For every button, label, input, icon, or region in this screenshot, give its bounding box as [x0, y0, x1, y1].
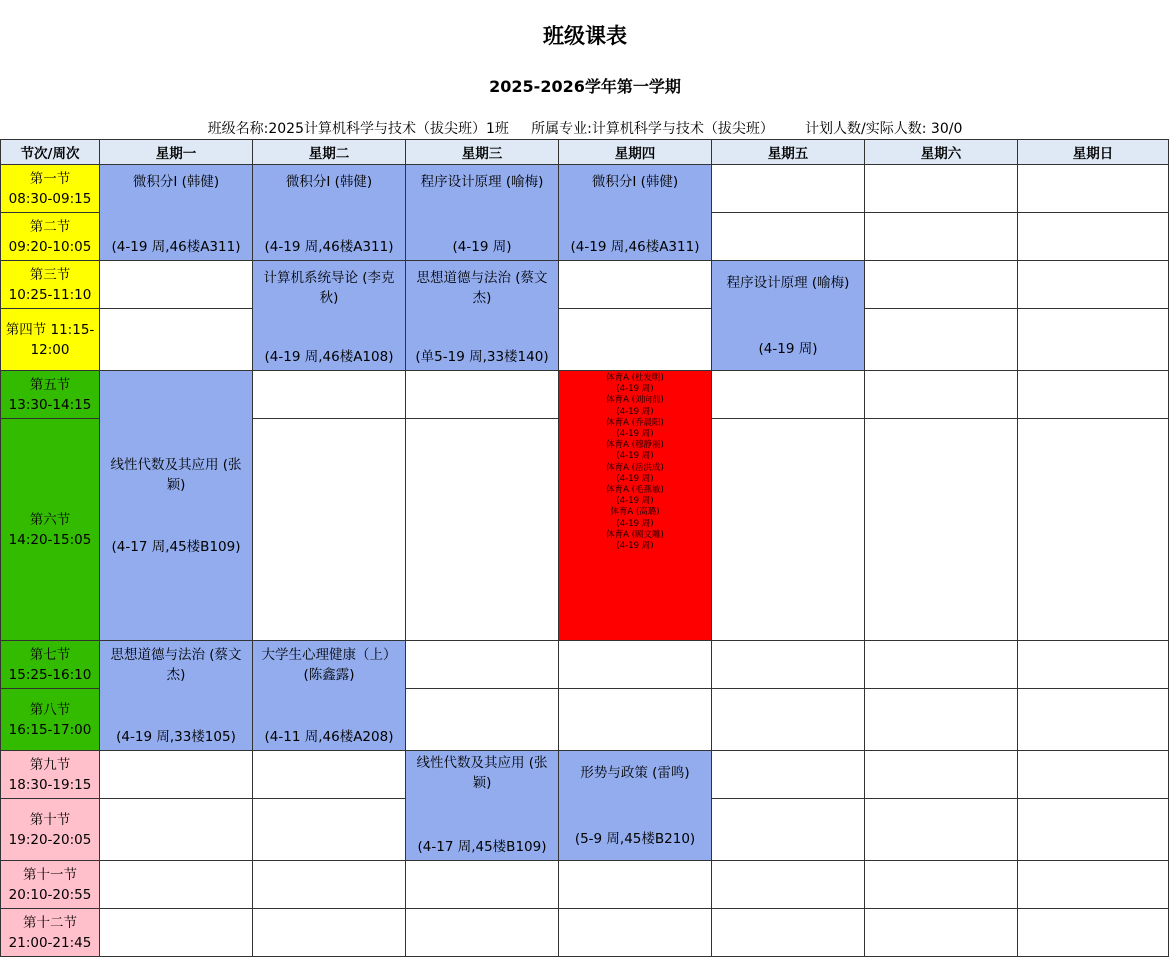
- course-detail: (4-19 周): [758, 341, 818, 357]
- empty-cell[interactable]: [865, 309, 1018, 371]
- empty-cell[interactable]: [1018, 165, 1169, 213]
- empty-cell[interactable]: [1018, 751, 1169, 799]
- course-detail: (单5-19 周,33楼140): [415, 349, 549, 365]
- empty-cell[interactable]: [406, 909, 559, 957]
- pe-line: 体育A (刘向前): [606, 395, 664, 406]
- course-cell[interactable]: [406, 165, 559, 261]
- major-name: 所属专业:计算机科学与技术（拔尖班）: [531, 121, 774, 137]
- course-name: 计算机系统导论 (李克秋): [263, 270, 395, 306]
- pe-line: 体育A (岳洪成): [606, 462, 664, 473]
- empty-cell[interactable]: [712, 689, 865, 751]
- course-cell[interactable]: [253, 261, 406, 371]
- course-cell[interactable]: [100, 371, 253, 641]
- empty-cell[interactable]: [1018, 213, 1169, 261]
- course-detail: (4-19 周,46楼A311): [570, 239, 700, 255]
- empty-cell[interactable]: [406, 419, 559, 641]
- table-row: [1, 371, 1169, 419]
- empty-cell[interactable]: [1018, 371, 1169, 419]
- course-detail: (4-17 周,45楼B109): [111, 539, 241, 555]
- empty-cell[interactable]: [712, 751, 865, 799]
- empty-cell[interactable]: [1018, 261, 1169, 309]
- pe-line: (4-19 周): [616, 429, 654, 440]
- course-cell[interactable]: [712, 261, 865, 371]
- course-detail: (4-19 周,46楼A108): [264, 349, 394, 365]
- course-detail: (5-9 周,45楼B210): [574, 831, 696, 847]
- empty-cell[interactable]: [865, 751, 1018, 799]
- empty-cell[interactable]: [712, 419, 865, 641]
- table-row: [1, 309, 1169, 371]
- period-cell: 第八节 16:15-17:00: [1, 689, 100, 751]
- course-cell[interactable]: [559, 751, 712, 861]
- pe-line: (4-19 周): [616, 518, 654, 529]
- period-cell: 第十二节 21:00-21:45: [1, 909, 100, 957]
- empty-cell[interactable]: [100, 261, 253, 309]
- empty-cell[interactable]: [865, 261, 1018, 309]
- pe-course-cell[interactable]: [559, 371, 712, 641]
- empty-cell[interactable]: [406, 641, 559, 689]
- course-cell[interactable]: [100, 165, 253, 261]
- empty-cell[interactable]: [406, 861, 559, 909]
- class-name: 班级名称:2025计算机科学与技术（拔尖班）1班: [207, 121, 509, 137]
- empty-cell[interactable]: [559, 309, 712, 371]
- course-cell[interactable]: [406, 751, 559, 861]
- empty-cell[interactable]: [712, 371, 865, 419]
- day-header-wed: 星期三: [406, 140, 559, 165]
- empty-cell[interactable]: [865, 419, 1018, 641]
- page-subtitle: 2025-2026学年第一学期: [489, 77, 681, 96]
- course-name: 程序设计原理 (喻梅): [726, 275, 850, 291]
- empty-cell[interactable]: [559, 861, 712, 909]
- student-count: 计划人数/实际人数: 30/0: [805, 121, 963, 137]
- empty-cell[interactable]: [865, 165, 1018, 213]
- empty-cell[interactable]: [1018, 799, 1169, 861]
- empty-cell[interactable]: [100, 861, 253, 909]
- empty-cell[interactable]: [1018, 689, 1169, 751]
- empty-cell[interactable]: [1018, 641, 1169, 689]
- course-name: 微积分I (韩健): [591, 174, 679, 190]
- header-row: [1, 140, 1169, 165]
- pe-line: 体育A (穆静丽): [606, 440, 664, 451]
- period-cell: 第一节 08:30-09:15: [1, 165, 100, 213]
- empty-cell[interactable]: [559, 641, 712, 689]
- corner-header: 节次/周次: [1, 140, 100, 165]
- day-header-sun: 星期日: [1018, 140, 1169, 165]
- day-header-sat: 星期六: [865, 140, 1018, 165]
- course-name: 微积分I (韩健): [285, 174, 373, 190]
- pe-line: 体育A (高璐): [610, 507, 660, 518]
- empty-cell[interactable]: [100, 799, 253, 861]
- empty-cell[interactable]: [253, 371, 406, 419]
- pe-line: (4-19 周): [616, 451, 654, 462]
- period-cell: 第九节 18:30-19:15: [1, 751, 100, 799]
- empty-cell[interactable]: [712, 641, 865, 689]
- empty-cell[interactable]: [253, 861, 406, 909]
- empty-cell[interactable]: [100, 909, 253, 957]
- empty-cell[interactable]: [253, 751, 406, 799]
- course-cell[interactable]: [253, 641, 406, 751]
- course-name: 微积分I (韩健): [132, 174, 220, 190]
- period-cell: 第四节 11:15-12:00: [1, 309, 100, 371]
- empty-cell[interactable]: [865, 371, 1018, 419]
- empty-cell[interactable]: [1018, 909, 1169, 957]
- empty-cell[interactable]: [406, 371, 559, 419]
- day-header-thu: 星期四: [559, 140, 712, 165]
- empty-cell[interactable]: [406, 689, 559, 751]
- empty-cell[interactable]: [1018, 419, 1169, 641]
- empty-cell[interactable]: [253, 419, 406, 641]
- pe-line: 体育A (毛燕敏): [606, 485, 664, 496]
- period-cell: 第五节 13:30-14:15: [1, 371, 100, 419]
- page-title: 班级课表: [543, 24, 627, 48]
- course-detail: (4-17 周,45楼B109): [417, 839, 547, 855]
- empty-cell[interactable]: [1018, 309, 1169, 371]
- class-info: [0, 118, 1170, 138]
- empty-cell[interactable]: [253, 909, 406, 957]
- course-name: 程序设计原理 (喻梅): [420, 174, 544, 190]
- empty-cell[interactable]: [712, 213, 865, 261]
- course-name: 大学生心理健康（上）(陈鑫露): [261, 647, 397, 683]
- course-detail: (4-19 周,33楼105): [116, 729, 236, 745]
- course-name: 思想道德与法治 (蔡文杰): [110, 647, 242, 683]
- table-row: [1, 909, 1169, 957]
- empty-cell[interactable]: [559, 689, 712, 751]
- empty-cell[interactable]: [712, 165, 865, 213]
- table-row: [1, 751, 1169, 799]
- pe-line: (4-19 周): [616, 384, 654, 395]
- course-detail: (4-19 周,46楼A311): [264, 239, 394, 255]
- course-detail: (4-19 周,46楼A311): [111, 239, 241, 255]
- course-name: 线性代数及其应用 (张颖): [416, 755, 548, 791]
- empty-cell[interactable]: [712, 799, 865, 861]
- period-cell: 第三节 10:25-11:10: [1, 261, 100, 309]
- pe-line: 体育A (杜发明): [606, 373, 664, 383]
- empty-cell[interactable]: [865, 909, 1018, 957]
- pe-line: (4-19 周): [616, 406, 654, 417]
- period-cell: 第六节 14:20-15:05: [1, 419, 100, 641]
- table-row: [1, 261, 1169, 309]
- empty-cell[interactable]: [712, 909, 865, 957]
- course-cell[interactable]: [253, 165, 406, 261]
- pe-line: (4-19 周): [616, 541, 654, 552]
- course-name: 形势与政策 (雷鸣): [580, 765, 690, 781]
- pe-line: 体育A (顾文雕): [606, 529, 664, 540]
- empty-cell[interactable]: [1018, 861, 1169, 909]
- day-header-tue: 星期二: [253, 140, 406, 165]
- empty-cell[interactable]: [865, 799, 1018, 861]
- course-cell[interactable]: [100, 641, 253, 751]
- empty-cell[interactable]: [865, 689, 1018, 751]
- course-name: 线性代数及其应用 (张颖): [110, 457, 242, 493]
- empty-cell[interactable]: [865, 213, 1018, 261]
- timetable: [0, 139, 1169, 957]
- table-row: [1, 641, 1169, 689]
- empty-cell[interactable]: [100, 309, 253, 371]
- period-cell: 第七节 15:25-16:10: [1, 641, 100, 689]
- empty-cell[interactable]: [100, 751, 253, 799]
- period-cell: 第十节 19:20-20:05: [1, 799, 100, 861]
- pe-line: (4-19 周): [616, 473, 654, 484]
- period-cell: 第十一节 20:10-20:55: [1, 861, 100, 909]
- course-detail: (4-19 周): [452, 239, 512, 255]
- period-cell: 第二节 09:20-10:05: [1, 213, 100, 261]
- empty-cell[interactable]: [559, 261, 712, 309]
- empty-cell[interactable]: [865, 861, 1018, 909]
- day-header-fri: 星期五: [712, 140, 865, 165]
- empty-cell[interactable]: [712, 861, 865, 909]
- table-row: [1, 165, 1169, 213]
- table-row: [1, 861, 1169, 909]
- empty-cell[interactable]: [253, 799, 406, 861]
- pe-line: (4-19 周): [616, 496, 654, 507]
- course-detail: (4-11 周,46楼A208): [264, 729, 394, 745]
- course-cell[interactable]: [406, 261, 559, 371]
- course-cell[interactable]: [559, 165, 712, 261]
- course-name: 思想道德与法治 (蔡文杰): [416, 270, 548, 306]
- empty-cell[interactable]: [559, 909, 712, 957]
- day-header-mon: 星期一: [100, 140, 253, 165]
- pe-line: 体育A (乔晨阳): [606, 417, 664, 428]
- empty-cell[interactable]: [865, 641, 1018, 689]
